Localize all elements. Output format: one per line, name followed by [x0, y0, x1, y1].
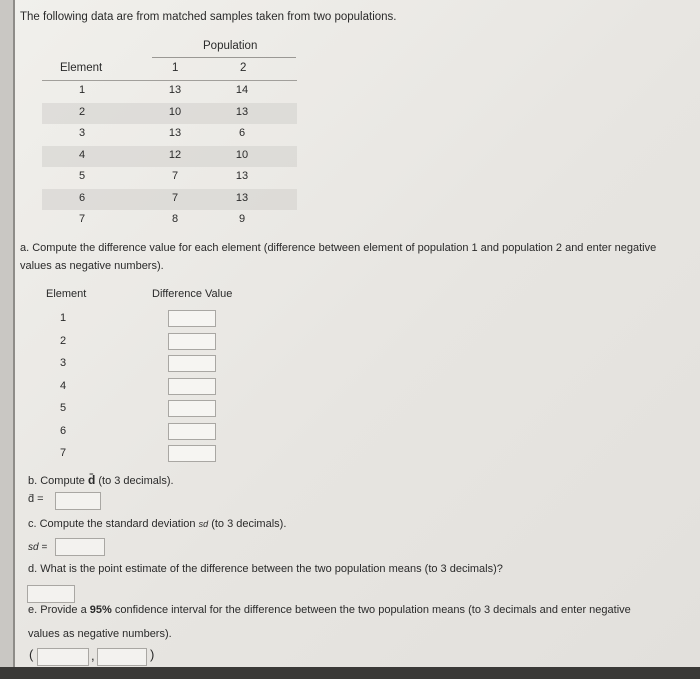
population-header: Population [203, 40, 258, 52]
element-cell: 3 [78, 127, 86, 139]
population-1-header: 1 [172, 62, 179, 74]
population-2-cell: 13 [235, 105, 249, 118]
sd-answer-label: sd = [28, 542, 48, 553]
element-cell: 7 [78, 213, 86, 225]
population-2-header: 2 [240, 62, 247, 74]
part-e-text-line1 [28, 604, 631, 616]
population-2-cell: 13 [235, 170, 249, 182]
element-cell: 1 [78, 84, 86, 96]
element-number: 6 [60, 424, 67, 437]
element-cell: 2 [78, 105, 86, 118]
difference-input-6[interactable] [168, 423, 216, 440]
population-1-cell: 13 [168, 127, 182, 139]
difference-input-3[interactable] [168, 355, 216, 372]
d-bar-input[interactable] [55, 492, 101, 510]
element-cell: 6 [78, 191, 86, 204]
population-1-cell: 12 [168, 148, 182, 161]
part-c-prefix: c. Compute the standard deviation [28, 518, 196, 530]
element-number: 5 [60, 402, 67, 414]
population-2-cell: 13 [235, 191, 249, 204]
sd-input[interactable] [55, 538, 105, 556]
difference-input-2[interactable] [168, 333, 216, 350]
population-1-cell: 7 [171, 170, 179, 182]
population-1-cell: 8 [171, 213, 179, 225]
part-e-suffix: confidence interval for the difference between the two population means (to 3 decimals and enter negative [111, 604, 631, 616]
left-edge-line [13, 0, 15, 679]
element-number: 2 [60, 334, 67, 347]
difference-input-1[interactable] [168, 310, 216, 327]
left-screen-edge [0, 0, 14, 679]
element-number: 1 [60, 312, 67, 324]
open-paren: ( [29, 647, 34, 662]
part-b-text [28, 473, 174, 487]
part-b-suffix: (to 3 decimals). [98, 475, 174, 487]
element-number: 7 [60, 447, 67, 459]
ci-upper-input[interactable] [97, 648, 147, 666]
comma: , [91, 648, 95, 663]
data-table [22, 40, 662, 230]
element-number: 3 [60, 357, 67, 369]
difference-input-5[interactable] [168, 400, 216, 417]
element-number: 4 [60, 379, 67, 392]
ci-lower-input[interactable] [37, 648, 89, 666]
difference-value-header: Difference Value [152, 288, 233, 300]
part-d-text: d. What is the point estimate of the difference between the two population means (to 3 decimals)? [28, 563, 503, 575]
point-estimate-input[interactable] [27, 585, 75, 603]
d-bar-symbol: d̄ [87, 473, 96, 487]
population-2-cell: 6 [238, 127, 246, 139]
part-a-text-line2: values as negative numbers). [20, 260, 164, 272]
population-1-cell: 7 [171, 191, 179, 204]
element-header: Element [60, 62, 103, 74]
population-1-cell: 10 [168, 105, 182, 118]
population-underline [152, 57, 296, 58]
population-2-cell: 9 [238, 213, 246, 225]
population-2-cell: 14 [235, 84, 249, 96]
part-b-prefix: b. Compute [28, 475, 85, 487]
screen-bottom-edge [0, 667, 700, 679]
sd-symbol: sd [198, 519, 209, 529]
difference-input-4[interactable] [168, 378, 216, 395]
population-1-cell: 13 [168, 84, 182, 96]
element-cell: 4 [78, 148, 86, 161]
population-2-cell: 10 [235, 148, 249, 161]
part-c-text [28, 518, 286, 530]
intro-text: The following data are from matched samples taken from two populations. [20, 11, 397, 23]
part-e-prefix: e. Provide a [28, 604, 90, 616]
d-bar-answer-label: d̄ = [28, 493, 44, 505]
element-header: Element [46, 288, 87, 300]
part-c-suffix: (to 3 decimals). [211, 518, 287, 530]
part-e-text-line2: values as negative numbers). [28, 628, 172, 640]
close-paren: ) [150, 647, 155, 662]
difference-input-7[interactable] [168, 445, 216, 462]
confidence-level: 95% [89, 604, 112, 616]
part-a-text-line1: a. Compute the difference value for each element (difference between element of population 1 and population 2 and enter negative [20, 242, 657, 254]
element-cell: 5 [78, 170, 86, 182]
difference-table [40, 288, 300, 468]
